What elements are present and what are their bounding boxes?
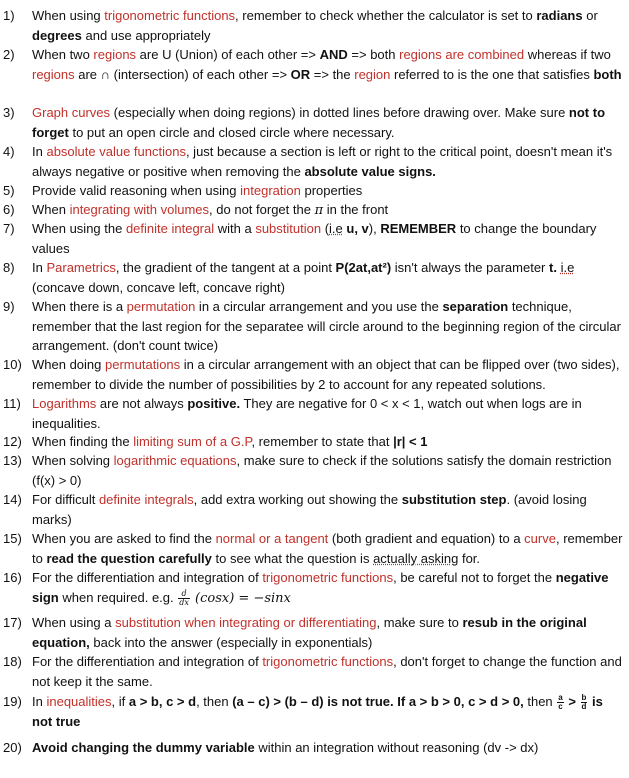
item-number: 4) (3, 144, 15, 159)
item-number: 15) (3, 531, 22, 546)
item-text (32, 652, 623, 691)
text: with a (214, 221, 256, 236)
highlight-text: Parametrics (46, 260, 116, 275)
highlight-text: definite integral (125, 221, 215, 236)
text: , don't forget to change the function and not keep it the same. (32, 654, 622, 689)
text: (especially when doing regions) in dotted lines before drawing over. Make sure (110, 105, 569, 120)
bold-text: read the question carefully (46, 550, 212, 566)
item-text (32, 181, 623, 201)
highlight-text: definite integrals (98, 492, 194, 507)
bold-text: |r| < 1 (393, 434, 428, 449)
text: , add extra working out showing the (193, 492, 402, 507)
fraction: $\frac{d}{dx}$ (179, 588, 189, 607)
item-text (32, 613, 623, 652)
item-text (32, 258, 623, 297)
highlight-text: trigonometric functions (104, 8, 236, 23)
item-number: 5) (3, 183, 15, 198)
text: , remember to (32, 531, 623, 566)
text: When you are asked to find the (32, 531, 216, 546)
text: are U (Union) of each other => (136, 47, 320, 62)
highlight-text: region (354, 66, 391, 82)
item-text (32, 103, 623, 142)
bold-text: > (564, 694, 580, 709)
bold-text: negative sign (32, 570, 609, 605)
text: When finding the (32, 434, 134, 449)
text: isn't always the parameter (391, 260, 549, 275)
bold-text: REMEMBER (380, 221, 457, 236)
text: , if (111, 694, 129, 709)
item-text (32, 394, 623, 433)
bold-text: not to forget (32, 105, 606, 140)
highlight-text: regions are combined (399, 47, 525, 62)
text: When doing (32, 357, 105, 372)
item-text (32, 355, 623, 394)
bold-text: substitution step (401, 492, 507, 507)
text: In (32, 260, 47, 275)
bold-text: AND (319, 47, 348, 62)
text: , remember to check whether the calculator is set to (235, 8, 537, 23)
highlight-text: logarithmic equations (113, 453, 237, 468)
text: (concave down, concave left, concave right) (32, 279, 285, 295)
text: or (582, 8, 598, 23)
bold-text: If a > b > 0, c > d > 0, (397, 694, 524, 709)
text: then (523, 694, 557, 709)
highlight-text: trigonometric functions (262, 570, 394, 585)
text: π (314, 203, 324, 218)
text: For the differentiation and integration of (32, 570, 263, 585)
text: i.e (560, 260, 575, 275)
text: in a circular arrangement and you use the (195, 299, 443, 314)
item-text (32, 432, 623, 452)
item-number: 14) (3, 492, 22, 507)
highlight-text: Logarithms (32, 396, 97, 411)
item-text (32, 451, 623, 490)
text: when required. e.g. (58, 589, 178, 605)
text: to see what the question is (211, 550, 374, 566)
text: , remember to state that (251, 434, 394, 449)
text: to change the boundary values (32, 221, 597, 256)
bold-text: P(2at,at²) (335, 260, 392, 275)
bold-text: resub in the original equation, (32, 615, 587, 650)
text: technique, remember that the last region for the separatee will circle around to the beginning region of the circular arrangement. (don't count twice) (32, 299, 621, 353)
item-number: 1) (3, 8, 15, 23)
text: ), (368, 221, 381, 236)
item-number: 7) (3, 221, 15, 236)
highlight-text: permutation (126, 299, 196, 314)
item-number: 16) (3, 570, 22, 585)
highlight-text: regions (32, 66, 75, 82)
bold-text: positive. (187, 396, 241, 411)
item-text (32, 6, 623, 45)
item-text (32, 297, 623, 356)
highlight-text: substitution (255, 221, 322, 236)
text: , do not forget the (209, 202, 315, 217)
text: => both (347, 47, 400, 62)
text: ( (321, 221, 330, 236)
item-number: 2) (3, 47, 15, 62)
text: referred to is the one that satisfies (390, 66, 594, 82)
text: for. (458, 550, 481, 566)
item-text (32, 200, 623, 221)
bold-text: t. (549, 260, 557, 275)
bold-text: u, v (346, 221, 369, 236)
bold-text: radians (536, 8, 583, 23)
fraction: $\frac{a}{c}$ (558, 693, 563, 712)
highlight-text: integrating with volumes (69, 202, 210, 217)
text: , make sure to check if the solutions satisfy the domain restriction (f(x) > 0) (32, 453, 612, 488)
text: When (32, 202, 70, 217)
item-text (32, 490, 623, 529)
highlight-text: Graph curves (32, 105, 111, 120)
highlight-text: normal or a tangent (215, 531, 329, 546)
text: When there is a (32, 299, 127, 314)
text: They are negative for 0 < x < 1, watch out when logs are in inequalities. (32, 396, 582, 431)
text: (both gradient and equation) to a (328, 531, 525, 546)
item-text (32, 738, 623, 758)
text: i.e (329, 221, 343, 236)
item-number: 20) (3, 740, 22, 755)
highlight-text: integration (240, 183, 301, 198)
item-number: 3) (3, 105, 15, 120)
item-text (32, 45, 623, 84)
text: . (avoid losing marks) (32, 492, 587, 527)
text: , just because a section is left or right to the critical point, doesn't mean it's always negative or positive when removing the (32, 144, 613, 179)
highlight-text: substitution when integrating or differentiating (115, 615, 377, 630)
text: Provide valid reasoning when using (32, 183, 241, 198)
bold-text: is not true (32, 694, 603, 729)
text: are not always (96, 396, 188, 411)
bold-text: Avoid changing the dummy variable (32, 740, 255, 755)
text: When solving (32, 453, 114, 468)
text: When two (32, 47, 94, 62)
text: => the (310, 66, 355, 82)
bold-text: OR (290, 66, 311, 82)
bold-text: absolute value signs. (304, 163, 436, 179)
text: When using a (32, 615, 116, 630)
item-text (32, 142, 623, 181)
item-number: 11) (3, 396, 21, 411)
text: When using (32, 8, 105, 23)
text: , then (196, 694, 233, 709)
bold-text: separation (442, 299, 509, 314)
bold-text: a > b, c > d (128, 694, 197, 709)
item-number: 18) (3, 654, 22, 669)
text: back into the answer (especially in exponentials) (89, 634, 373, 650)
text: in a circular arrangement with an object that can be flipped over (two sides), remember to divide the number of possibilities by 2 to account for any repeated solutions. (32, 357, 620, 392)
item-number: 13) (3, 453, 22, 468)
item-number: 8) (3, 260, 15, 275)
text: , make sure to (376, 615, 463, 630)
item-number: 19) (3, 694, 22, 709)
item-number: 6) (3, 202, 15, 217)
highlight-text: inequalities (46, 694, 112, 709)
item-number: 17) (3, 615, 22, 630)
text: For the differentiation and integration of (32, 654, 263, 669)
text: within an integration without reasoning (dv -> dx) (254, 740, 539, 755)
text: In (32, 694, 47, 709)
item-text (32, 568, 623, 608)
highlight-text: trigonometric functions (262, 654, 394, 669)
item-number: 12) (3, 434, 22, 449)
item-text (32, 219, 623, 258)
bold-text: degrees (32, 27, 82, 43)
highlight-text: limiting sum of a G.P (133, 434, 252, 449)
text: When using the (32, 221, 126, 236)
highlight-text: regions (93, 47, 137, 62)
item-number: 9) (3, 299, 15, 314)
text: For difficult (32, 492, 99, 507)
highlight-text: absolute value functions (46, 144, 186, 159)
text: (cosx) = −sinx (190, 590, 291, 606)
item-text (32, 529, 623, 568)
highlight-text: curve (524, 531, 556, 546)
text: actually asking (373, 550, 459, 566)
text: whereas if two (524, 47, 611, 62)
text: In (32, 144, 47, 159)
item-number: 10) (3, 357, 22, 372)
text: properties (300, 183, 363, 198)
text: , be careful not to forget the (393, 570, 556, 585)
bold-text: (a – c) > (b – d) is not true. (232, 694, 394, 709)
item-text (32, 692, 623, 731)
text: and use appropriately (81, 27, 211, 43)
text: , the gradient of the tangent at a point (115, 260, 336, 275)
text: in the front (323, 202, 389, 217)
fraction: $\frac{b}{d}$ (581, 693, 587, 712)
bold-text: both (593, 66, 622, 82)
highlight-text: permutations (105, 357, 181, 372)
text: to put an open circle and closed circle where necessary. (68, 124, 395, 140)
text: are ∩ (intersection) of each other => (74, 66, 291, 82)
